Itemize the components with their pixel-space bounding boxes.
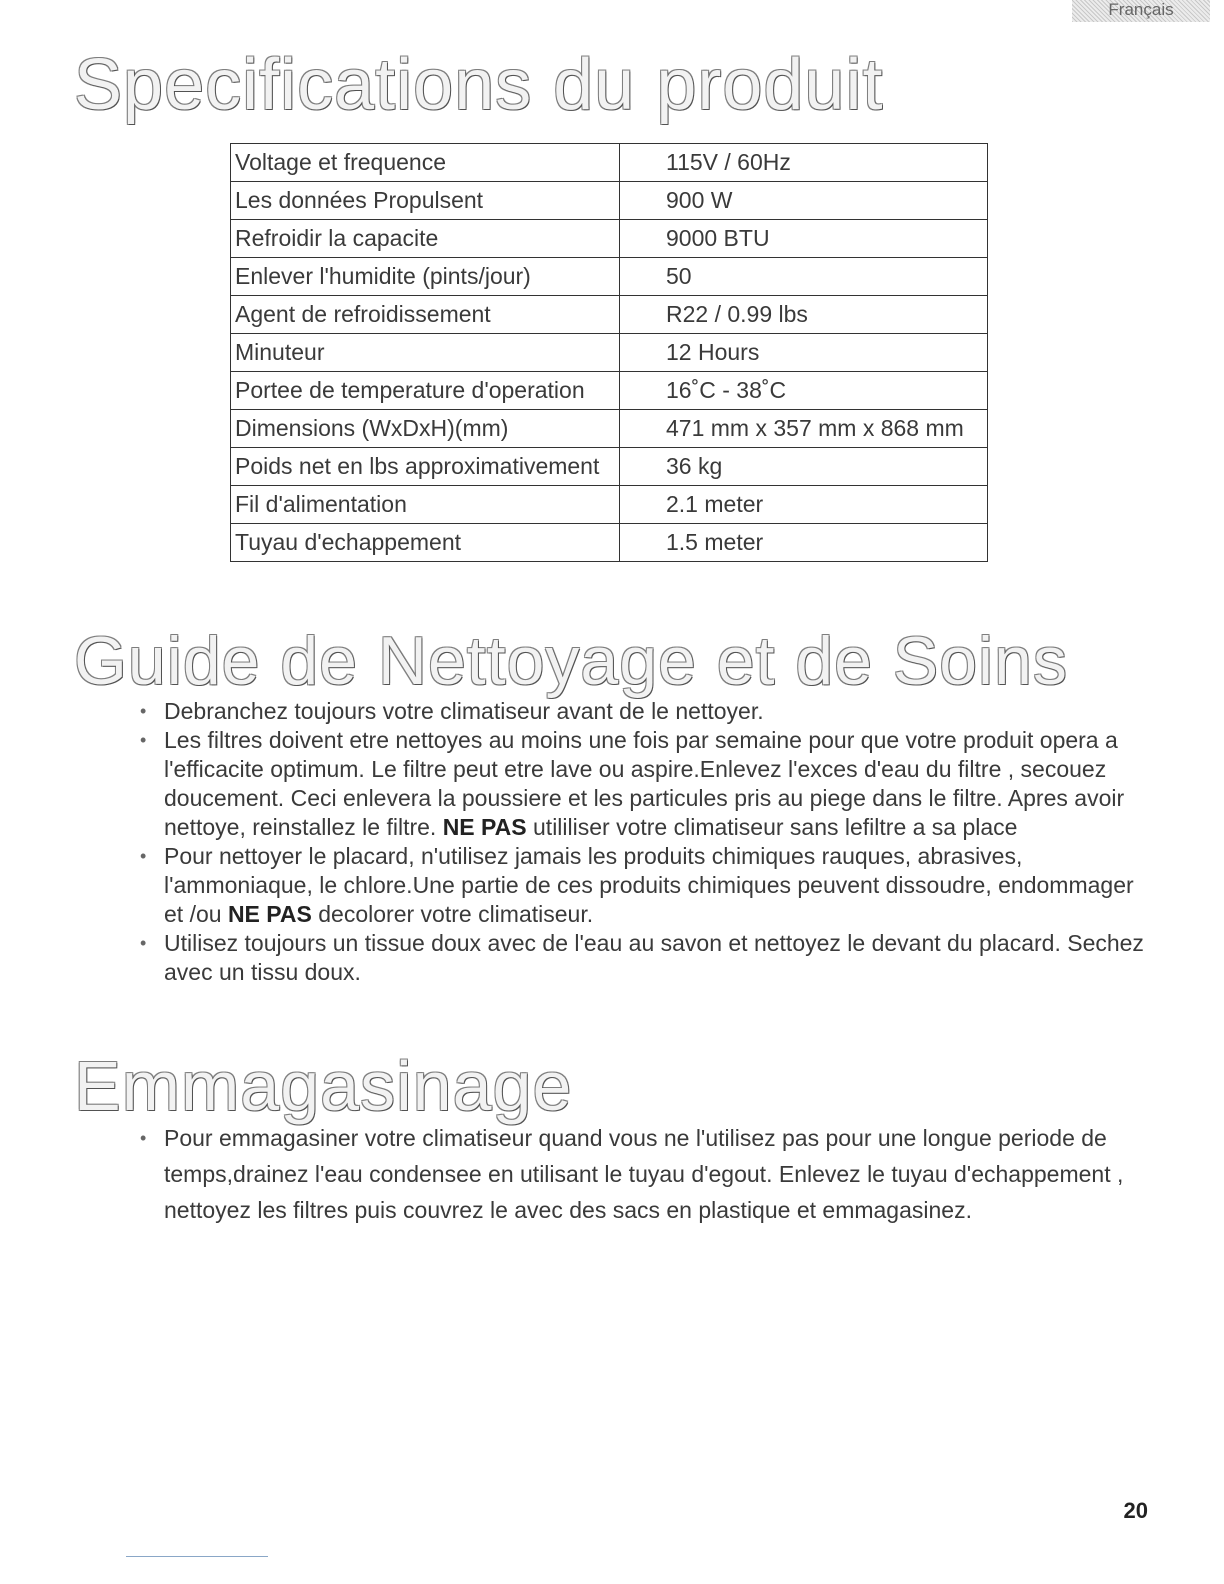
guide-text: Pour nettoyer le placard, n'utilisez jamais les produits chimiques rauques, abrasives, l'ammoniaque, le chlore.Une partie de ces produits chimiques peuvent dissoudre, endommager et /ou [164,843,1134,927]
spec-value: 16˚C - 38˚C [620,372,988,410]
guide-list [138,697,1148,987]
warning-text: NE PAS [442,814,527,840]
guide-text: utililiser votre climatiseur sans lefiltre a sa place [526,814,1018,840]
spec-title: Specifications du produit [74,45,884,125]
guide-text: Debranchez toujours votre climatiseur avant de le nettoyer. [164,698,764,724]
spec-label: Les données Propulsent [231,182,620,220]
guide-title: Guide de Nettoyage et de Soins [74,623,1068,699]
list-item [138,726,1148,842]
spec-row [231,410,988,448]
page-number: 20 [1123,1498,1148,1523]
storage-list [138,1120,1138,1228]
spec-label: Minuteur [231,334,620,372]
spec-value: 50 [620,258,988,296]
spec-row [231,144,988,182]
storage-text: Pour emmagasiner votre climatiseur quand vous ne l'utilisez pas pour une longue periode de temps,drainez l'eau condensee en utilisant le tuyau d'egout. Enlevez le tuyau d'echappement , nettoyez les filtres puis couvrez le avec des sacs en plastique et emmagasinez. [164,1125,1124,1223]
spec-value: R22 / 0.99 lbs [620,296,988,334]
spec-label: Agent de refroidissement [231,296,620,334]
spec-label: Fil d'alimentation [231,486,620,524]
spec-row [231,372,988,410]
spec-label: Dimensions (WxDxH)(mm) [231,410,620,448]
spec-row [231,258,988,296]
spec-value: 900 W [620,182,988,220]
spec-row [231,220,988,258]
spec-value: 1.5 meter [620,524,988,562]
list-item [138,1120,1138,1228]
spec-label: Enlever l'humidite (pints/jour) [231,258,620,296]
spec-label: Tuyau d'echappement [231,524,620,562]
storage-title: Emmagasinage [74,1047,573,1125]
spec-label: Poids net en lbs approximativement [231,448,620,486]
spec-value: 36 kg [620,448,988,486]
spec-table [230,143,988,562]
list-item [138,842,1148,929]
spec-value: 2.1 meter [620,486,988,524]
list-item [138,697,1148,726]
language-tab: Français [1072,0,1210,22]
spec-value: 471 mm x 357 mm x 868 mm [620,410,988,448]
spec-label: Portee de temperature d'operation [231,372,620,410]
spec-label: Refroidir la capacite [231,220,620,258]
spec-row [231,182,988,220]
spec-value: 9000 BTU [620,220,988,258]
warning-text: NE PAS [227,901,312,927]
guide-text: decolorer votre climatiseur. [311,901,594,927]
spec-row [231,486,988,524]
spec-row [231,296,988,334]
footer-rule [126,1556,268,1557]
list-item [138,929,1148,987]
spec-row [231,524,988,562]
spec-value: 12 Hours [620,334,988,372]
guide-text: Les filtres doivent etre nettoyes au moins une fois par semaine pour que votre produit opera a l'efficacite optimum. Le filtre peut etre lave ou aspire.Enlevez l'exces d'eau du filtre , secouez doucement. Ceci enlevera la poussiere et les particules pris au piege dans le filtre. Apres avoir nettoye, reinstallez le filtre. [164,727,1125,840]
guide-text: Utilisez toujours un tissue doux avec de l'eau au savon et nettoyez le devant du placard. Sechez avec un tissu doux. [164,930,1144,985]
spec-row [231,448,988,486]
spec-value: 115V / 60Hz [620,144,988,182]
spec-row [231,334,988,372]
spec-label: Voltage et frequence [231,144,620,182]
